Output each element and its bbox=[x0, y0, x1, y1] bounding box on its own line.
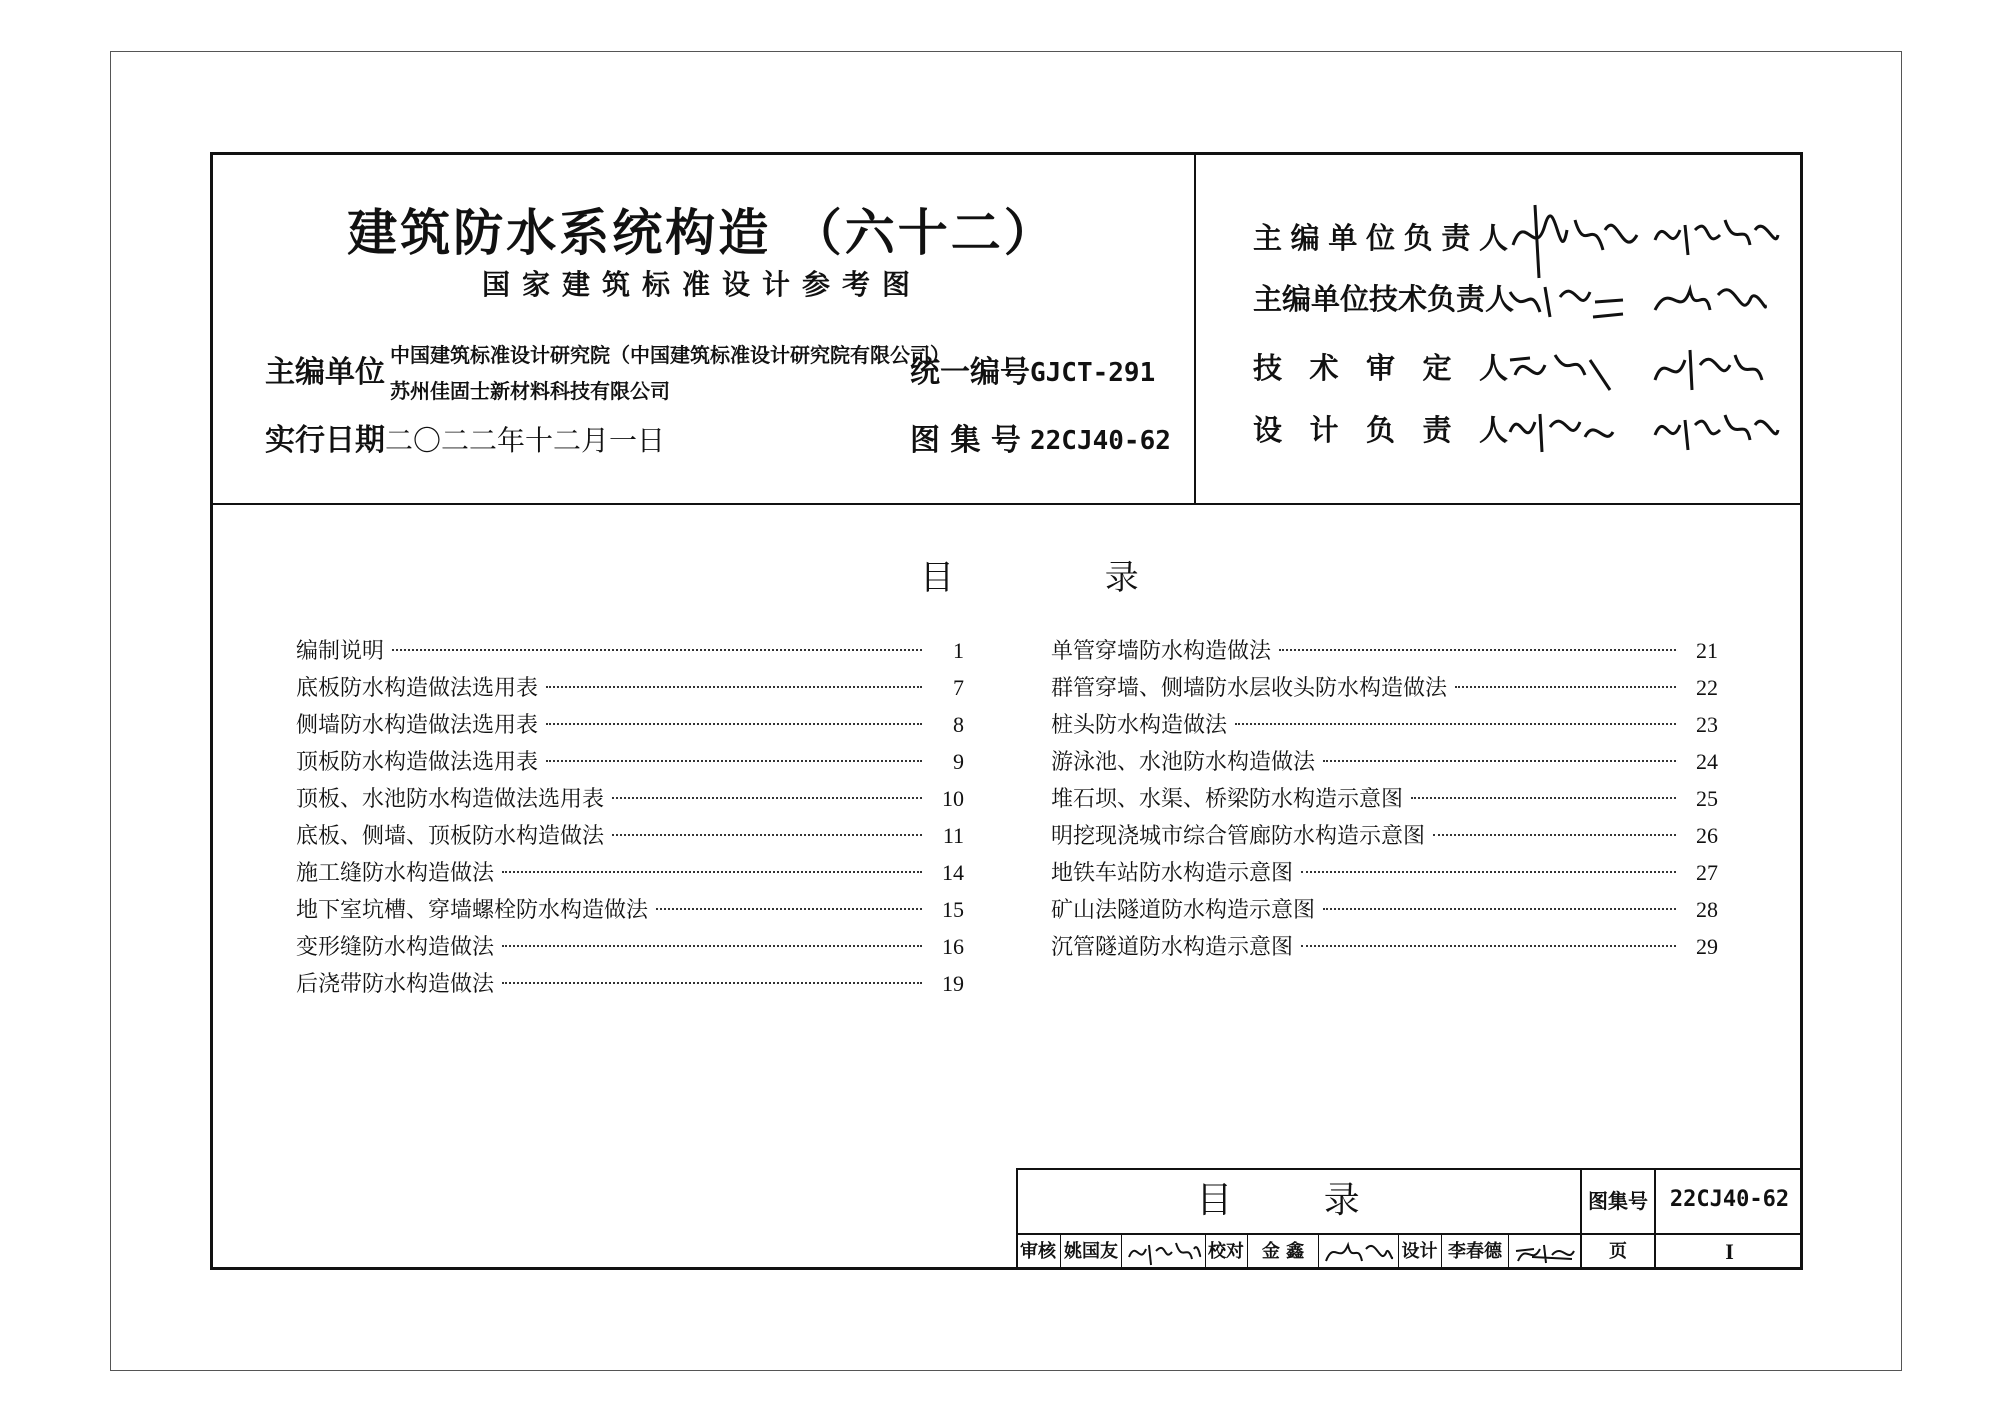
toc-item[interactable]: 地下室坑槽、穿墙螺栓防水构造做法 15 bbox=[296, 897, 964, 923]
signature-2a bbox=[1505, 272, 1625, 327]
editor-unit-line1: 中国建筑标准设计研究院（中国建筑标准设计研究院有限公司） bbox=[390, 343, 950, 367]
toc-item[interactable]: 游泳池、水池防水构造做法 24 bbox=[1051, 749, 1718, 775]
toc-item[interactable]: 变形缝防水构造做法 16 bbox=[296, 934, 964, 960]
toc-right-column bbox=[1051, 632, 1718, 965]
checker-signature bbox=[1322, 1237, 1394, 1267]
editor-unit-label: 主编单位 bbox=[265, 355, 385, 390]
signature-1a bbox=[1505, 200, 1645, 280]
page-number: I bbox=[1725, 1239, 1734, 1264]
header-divider bbox=[210, 503, 1803, 505]
reviewer-signature bbox=[1126, 1237, 1202, 1267]
title-block-cell-divider bbox=[1508, 1233, 1509, 1270]
check-label: 校对 bbox=[1208, 1241, 1244, 1262]
signature-3b bbox=[1650, 340, 1765, 395]
unified-code-label: 统一编号 bbox=[910, 355, 1030, 390]
toc-item[interactable]: 后浇带防水构造做法 19 bbox=[296, 971, 964, 997]
toc-item[interactable]: 单管穿墙防水构造做法 21 bbox=[1051, 638, 1718, 664]
signature-4a bbox=[1505, 402, 1615, 457]
toc-item[interactable]: 底板、侧墙、顶板防水构造做法 11 bbox=[296, 823, 964, 849]
toc-item[interactable]: 矿山法隧道防水构造示意图 28 bbox=[1051, 897, 1718, 923]
toc-title: 目 录 bbox=[920, 558, 1209, 598]
title-block-atlas-no: 22CJ40-62 bbox=[1669, 1187, 1790, 1212]
page-label: 页 bbox=[1609, 1241, 1627, 1262]
signature-3a bbox=[1505, 340, 1615, 395]
toc-item[interactable]: 桩头防水构造做法 23 bbox=[1051, 712, 1718, 738]
atlas-no-value: 22CJ40-62 bbox=[1030, 426, 1171, 456]
design-label: 设计 bbox=[1401, 1241, 1438, 1262]
designer-signature bbox=[1512, 1237, 1578, 1267]
title-block-atlas-no-label: 图集号 bbox=[1588, 1189, 1648, 1213]
checker-name: 金 鑫 bbox=[1261, 1241, 1305, 1262]
header-vertical-divider bbox=[1194, 152, 1196, 504]
toc-left-column bbox=[296, 632, 964, 1002]
toc-item[interactable]: 施工缝防水构造做法 14 bbox=[296, 860, 964, 886]
atlas-no-label: 图 集 号 bbox=[910, 423, 1021, 458]
title-block-cell-divider bbox=[1318, 1233, 1319, 1270]
title-block-cell-divider bbox=[1121, 1233, 1122, 1270]
toc-item[interactable]: 明挖现浇城市综合管廊防水构造示意图 26 bbox=[1051, 823, 1718, 849]
effective-date-label: 实行日期 bbox=[265, 423, 385, 458]
role-chief-unit-tech-head: 主编单位技术负责人 bbox=[1253, 282, 1515, 316]
toc-item[interactable]: 编制说明 1 bbox=[296, 638, 964, 664]
toc-item[interactable]: 堆石坝、水渠、桥梁防水构造示意图 25 bbox=[1051, 786, 1718, 812]
signature-1b bbox=[1650, 210, 1780, 260]
toc-item[interactable]: 沉管隧道防水构造示意图 29 bbox=[1051, 934, 1718, 960]
atlas-subtitle: 国家建筑标准设计参考图 bbox=[481, 268, 922, 301]
toc-item[interactable]: 群管穿墙、侧墙防水层收头防水构造做法 22 bbox=[1051, 675, 1718, 701]
signature-4b bbox=[1650, 405, 1780, 455]
role-technical-approver: 技术审定人 bbox=[1253, 351, 1508, 385]
toc-item[interactable]: 底板防水构造做法选用表 7 bbox=[296, 675, 964, 701]
signature-2b bbox=[1650, 275, 1770, 325]
atlas-title: 建筑防水系统构造 （六十二） bbox=[347, 204, 1057, 262]
review-label: 审核 bbox=[1020, 1241, 1056, 1262]
role-design-lead: 设计负责人 bbox=[1253, 413, 1508, 447]
unified-code-value: GJCT-291 bbox=[1030, 358, 1156, 388]
toc-item[interactable]: 地铁车站防水构造示意图 27 bbox=[1051, 860, 1718, 886]
designer-name: 李春德 bbox=[1448, 1241, 1502, 1262]
toc-item[interactable]: 顶板防水构造做法选用表 9 bbox=[296, 749, 964, 775]
role-chief-unit-head: 主编单位负责人 bbox=[1253, 221, 1508, 255]
editor-unit-line2: 苏州佳固士新材料科技有限公司 bbox=[390, 379, 670, 403]
title-block-drawing-name: 目 录 bbox=[1196, 1180, 1400, 1221]
reviewer-name: 姚国友 bbox=[1064, 1241, 1118, 1262]
toc-item[interactable]: 侧墙防水构造做法选用表 8 bbox=[296, 712, 964, 738]
effective-date-value: 二〇二二年十二月一日 bbox=[385, 424, 666, 457]
toc-item[interactable]: 顶板、水池防水构造做法选用表 10 bbox=[296, 786, 964, 812]
